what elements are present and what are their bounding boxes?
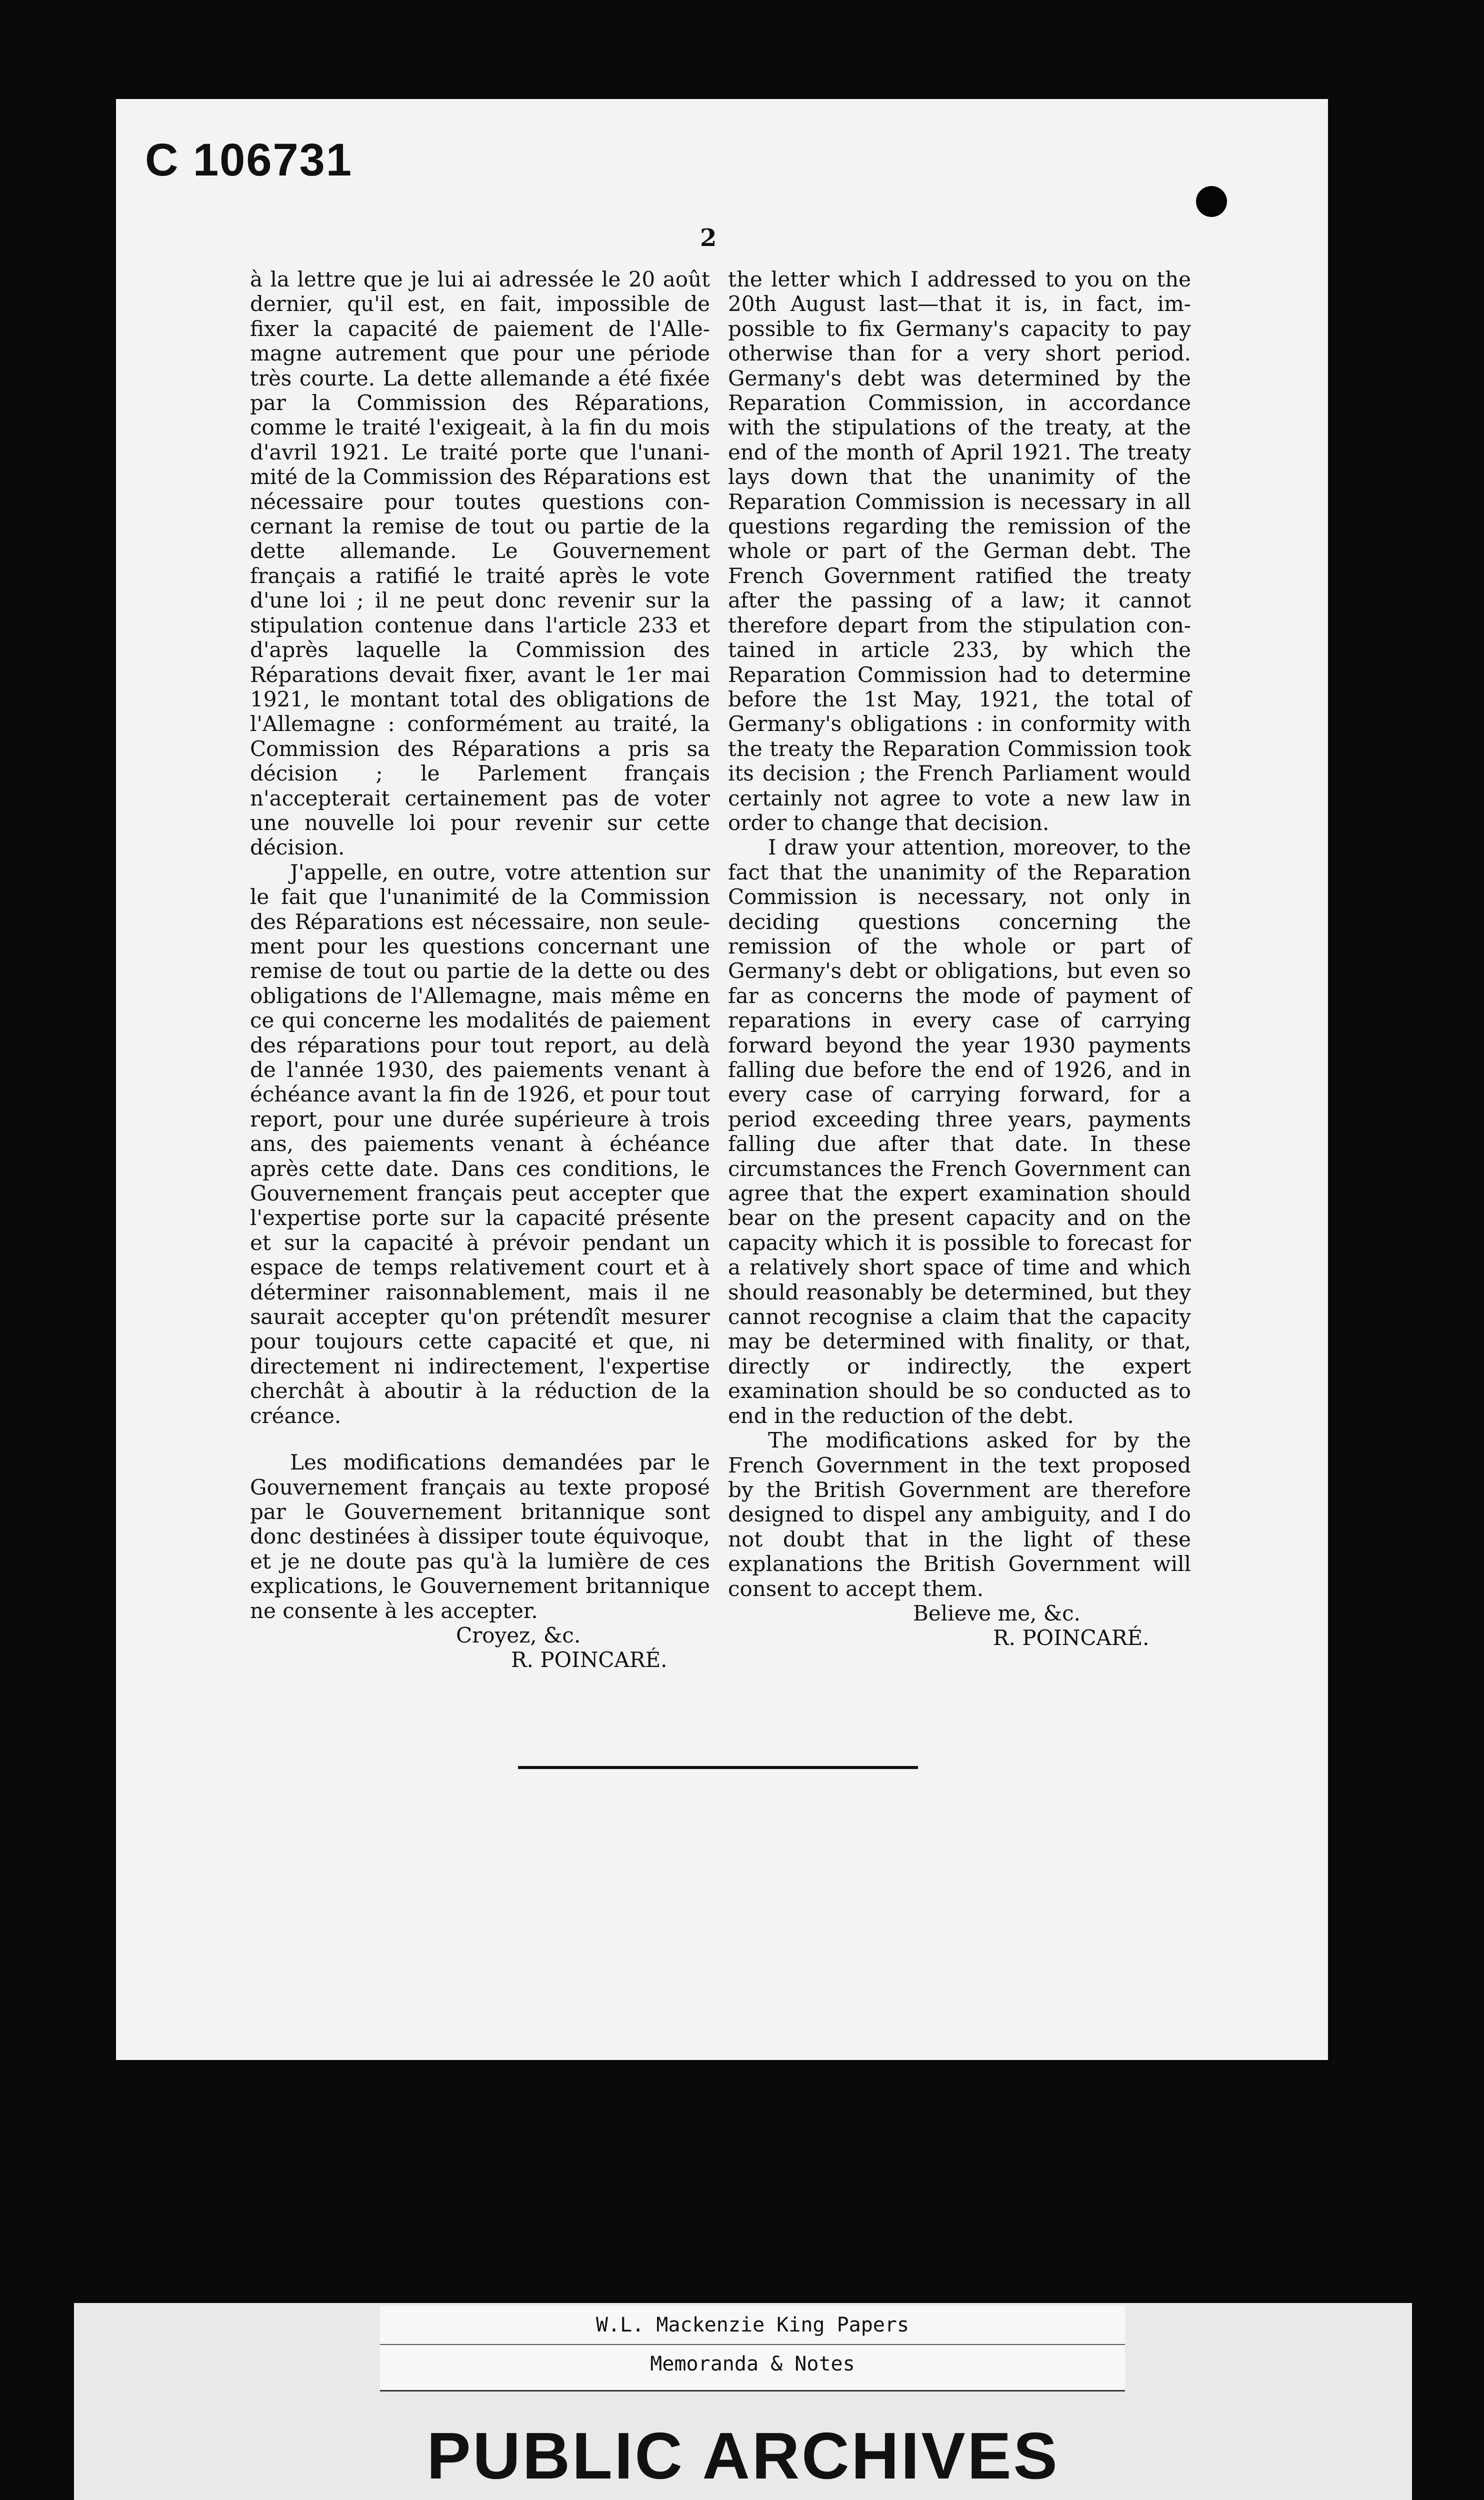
english-paragraph-2: I draw your attention, moreover, to the fact that the unanimity of the Reparation Commission is necessary, not only in deciding questions concerning the remission of the whole or part of Germany's debt or obligations, but even so far as concerns the mode of payment of reparations in every case of carrying forward beyond the year 1930 payments falling due before the end of 1926, and in every case of carrying forward, for a period exceeding three years, payments falling due after that date. In these circumstances the French Government can agree that the expert examination should bear on the present capacity and on the capacity which it is possible to forecast for a relatively short space of time and which should reasonably be determined, but they cannot recognise a claim that the capacity may be determined with finality, or that, directly or indirectly, the expert examination should be so conducted as to end in the reduction of the debt.	[728, 835, 1191, 1428]
english-closing: Believe me, &c.	[913, 1600, 1081, 1626]
archive-stamp: C 106731	[145, 134, 352, 186]
french-paragraph-1: à la lettre que je lui ai adressée le 20 août dernier, qu'il est, en fait, impossible de fixer la capacité de paiement de l'Allemagne autrement que pour une période très courte. La dette allemande a été fixée par la Commission des Réparations, comme le traité l'exigeait, à la fin du mois d'avril 1921. Le traité porte que l'unanimité de la Commission des Réparations est nécessaire pour toutes questions concernant la remise de tout ou partie de la dette allemande. Le Gouvernement français a ratifié le traité après le vote d'une loi ; il ne peut donc revenir sur la stipulation contenue dans l'article 233 et d'après laquelle la Commission des Réparations devait fixer, avant le 1er mai 1921, le montant total des obligations de l'Allemagne : conformément au traité, la Commission des Réparations a pris sa décision ; le Parlement français n'accepterait certainement pas de voter une nouvelle loi pour revenir sur cette décision.	[250, 267, 710, 860]
french-closing: Croyez, &c.	[456, 1622, 581, 1648]
english-paragraph-1: the letter which I addressed to you on the 20th August last—that it is, in fact, impossible to fix Germany's capacity to pay otherwise than for a very short period. Germany's debt was determined by the Reparation Commission, in accordance with the stipulations of the treaty, at the end of the month of April 1921. The treaty lays down that the unanimity of the Reparation Commission is necessary in all questions regarding the remission of the whole or part of the German debt. The French Government ratified the treaty after the passing of a law; it cannot therefore depart from the stipulation contained in article 233, by which the Reparation Commission had to determine before the 1st May, 1921, the total of Germany's obligations : in conformity with the treaty the Reparation Commission took its decision ; the French Parliament would certainly not agree to vote a new law in order to change that decision.	[728, 267, 1191, 835]
english-column	[728, 267, 1191, 1650]
english-signature: R. POINCARÉ.	[993, 1626, 1150, 1650]
punch-hole	[1196, 186, 1227, 217]
french-column	[250, 267, 710, 1672]
french-paragraph-3: Les modifications demandées par le Gouvernement français au texte proposé par le Gouvernement britannique sont donc destinées à dissiper toute équivoque, et je ne doute pas qu'à la lumière de ces explications, le Gouvernement britannique ne consente à les accepter.	[250, 1450, 710, 1623]
french-paragraph-2: J'appelle, en outre, votre attention sur le fait que l'unanimité de la Commission des Réparations est nécessaire, non seulement pour les questions concernant une remise de tout ou partie de la dette ou des obligations de l'Allemagne, mais même en ce qui concerne les modalités de paiement des réparations pour tout report, au delà de l'année 1930, des paiements venant à échéance avant la fin de 1926, et pour tout report, pour une durée supérieure à trois ans, des paiements venant à échéance après cette date. Dans ces conditions, le Gouvernement français peut accepter que l'expertise porte sur la capacité présente et sur la capacité à prévoir pendant un espace de temps relativement court et à déterminer raisonnablement, mais il ne saurait accepter qu'on prétendît mesurer pour toujours cette capacité et que, ni directement ni indirectement, l'expertise cherchât à aboutir à la réduction de la créance.	[250, 860, 710, 1428]
english-paragraph-3: The modifications asked for by the French Government in the text proposed by the British Government are therefore designed to dispel any ambiguity, and I do not doubt that in the light of these explanations the British Government will consent to accept them.	[728, 1428, 1191, 1601]
collection-name: W.L. Mackenzie King Papers	[380, 2306, 1125, 2345]
page-number: 2	[700, 224, 717, 252]
french-signature: R. POINCARÉ.	[511, 1648, 668, 1672]
collection-tab	[380, 2306, 1125, 2392]
end-rule	[518, 1766, 918, 1769]
series-name: Memoranda & Notes	[650, 2352, 855, 2376]
archives-line-english: PUBLIC ARCHIVES	[426, 2419, 1060, 2492]
